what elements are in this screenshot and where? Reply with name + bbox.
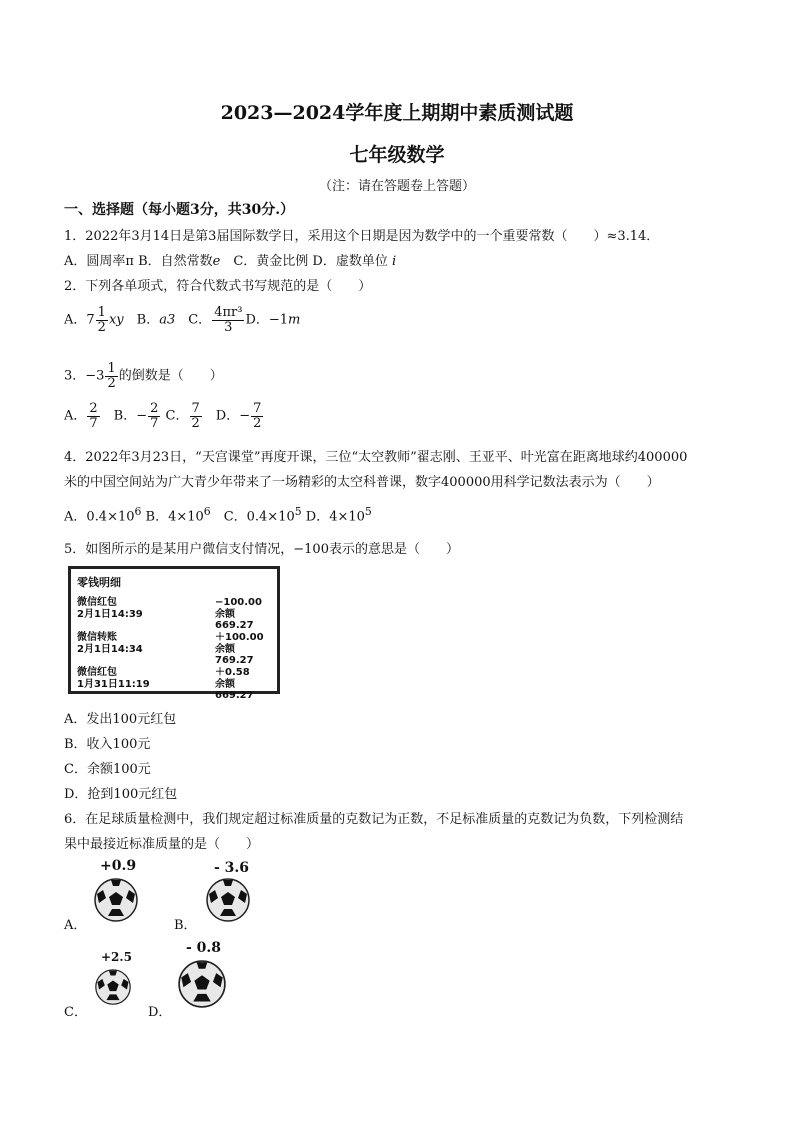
q1-stem: 1．2022年3月14日是第3届国际数学日，采用这个日期是因为数学中的一个重要常数（ ）≈3.14． [64,229,660,244]
q2-options [64,306,300,334]
q4-c: C．0.4×10 [210,509,295,525]
q3-stem [64,362,223,390]
wechat-row-name: 微信红包 [77,597,117,608]
q2-a-den: 2 [97,319,106,335]
wechat-row-balance: 余额669.27 [215,678,254,701]
q5-option-a: A．发出100元红包 [64,712,177,727]
q1-e: e [212,254,221,269]
wechat-row-time: 2月1日14:34 [77,643,143,655]
wechat-row-time: 1月31日11:19 [77,678,150,690]
exam-subtitle: 七年级数学 [349,144,445,166]
q2-a-num: 1 [97,305,106,320]
q4-b: B．4×10 [141,509,204,525]
wechat-row-balance: 余额769.27 [215,643,254,666]
q2-stem: 2．下列各单项式，符合代数式书写规范的是（ ） [64,279,372,294]
q2-d-var: m [288,312,301,328]
wechat-row-name: 微信转账 [77,632,117,643]
wechat-row-left [77,632,143,655]
wechat-row-left [77,667,150,690]
ball-a-label: +0.9 [100,858,137,874]
exam-title: 2023—2024学年度上期期中素质测试题 [220,102,574,124]
q4-line2: 米的中国空间站为广大青少年带来了一场精彩的太空科普课，数字400000用科学记数法表示为（ ） [64,475,660,490]
soccer-ball-icon [178,960,226,1008]
q3-den: 2 [107,375,116,391]
soccer-ball-icon [94,878,138,922]
ball-c-option: C． [64,1005,87,1020]
q5-option-b: B．收入100元 [64,737,151,752]
wechat-row-right [215,667,273,702]
q3-fraction [105,362,117,390]
wechat-row-time: 2月1日14:39 [77,608,143,620]
ball-b-label: - 3.6 [214,860,250,876]
ball-a-option: A． [64,918,87,933]
q6-line2: 果中最接近标准质量的是（ ） [64,837,260,852]
q3-d-den: 2 [253,415,262,431]
q2-a-var: xy [108,312,124,328]
q2-a-label: A． [64,312,87,328]
q3-d-fraction [251,402,263,430]
q3-suffix: 的倒数是（ ） [118,368,223,384]
q3-prefix: 3．−3 [64,368,105,384]
q4-c-exp: 5 [294,505,302,518]
q3-num: 1 [107,361,116,376]
q2-c-fraction [212,306,244,334]
wechat-row-right [215,632,273,667]
q3-a-den: 7 [89,415,98,431]
q6-line1: 6．在足球质量检测中，我们规定超过标准质量的克数记为正数，不足标准质量的克数记为负数，下列检测结 [64,812,684,827]
q4-line1: 4．2022年3月23日，“天宫课堂”再度开课，三位“太空教师”翟志刚、王亚平、叶光富在距离地球约400000 [64,450,688,465]
q5-option-c: C．余额100元 [64,762,151,777]
wechat-title: 零钱明细 [77,576,121,589]
q2-c-num: 4πr³ [214,305,243,320]
exam-note: （注：请在答题卷上答题） [318,179,475,194]
q2-a-whole: 7 [86,312,95,328]
soccer-ball-icon [206,878,250,922]
section-heading: 一、选择题（每小题3分，共30分.） [64,202,295,218]
q4-d: D．4×10 [301,509,365,525]
q4-d-exp: 5 [364,505,372,518]
q3-options [64,402,264,430]
q2-d-label: D．−1 [245,312,289,328]
q1-i: i [391,254,397,269]
wechat-row-left [77,597,143,620]
ball-c-label: +2.5 [101,950,132,964]
ball-d-label: - 0.8 [186,940,222,956]
q4-options [64,505,372,524]
q5-option-d: D．抢到100元红包 [64,787,178,802]
wechat-row-balance: 余额669.27 [215,608,254,631]
soccer-ball-icon [95,968,131,1006]
q4-a-exp: 6 [134,505,142,518]
wechat-row-name: 微信红包 [77,667,117,678]
q3-d-label: D．− [202,408,251,424]
q3-b-fraction [148,402,160,430]
q2-a-fraction [96,306,108,334]
wechat-row-right [215,597,273,632]
q3-b-label: B．− [100,408,148,424]
q3-b-num: 2 [150,401,159,416]
wechat-row-amount: ＋100.00 [215,632,264,643]
q2-b-val: a3 [159,312,176,328]
q4-b-exp: 6 [203,505,211,518]
q3-c-fraction [190,402,202,430]
wechat-change-detail-image [68,566,280,701]
ball-d-option: D． [148,1005,172,1020]
wechat-row-amount: ＋0.58 [215,667,250,678]
q2-c-label: C． [175,312,212,328]
q4-a: A．0.4×10 [64,509,135,525]
q3-b-den: 7 [150,415,159,431]
q5-stem: 5．如图所示的是某用户微信支付情况，−100表示的意思是（ ） [64,542,459,557]
q3-c-label: C． [165,408,189,424]
q2-c-den: 3 [224,319,233,335]
q1-option-ab: A．圆周率π B．自然常数 [64,254,213,269]
q2-b-label: B． [123,312,160,328]
wechat-row-amount: −100.00 [215,597,262,608]
q3-a-label: A． [64,408,87,424]
ball-b-option: B． [174,918,197,933]
q3-a-num: 2 [89,401,98,416]
q3-d-num: 7 [253,401,262,416]
q3-c-num: 7 [191,401,200,416]
q1-option-cd: C．黄金比例 D．虚数单位 [220,254,388,269]
q3-c-den: 2 [191,415,200,431]
q3-a-fraction [87,402,99,430]
q1-options [64,250,396,269]
